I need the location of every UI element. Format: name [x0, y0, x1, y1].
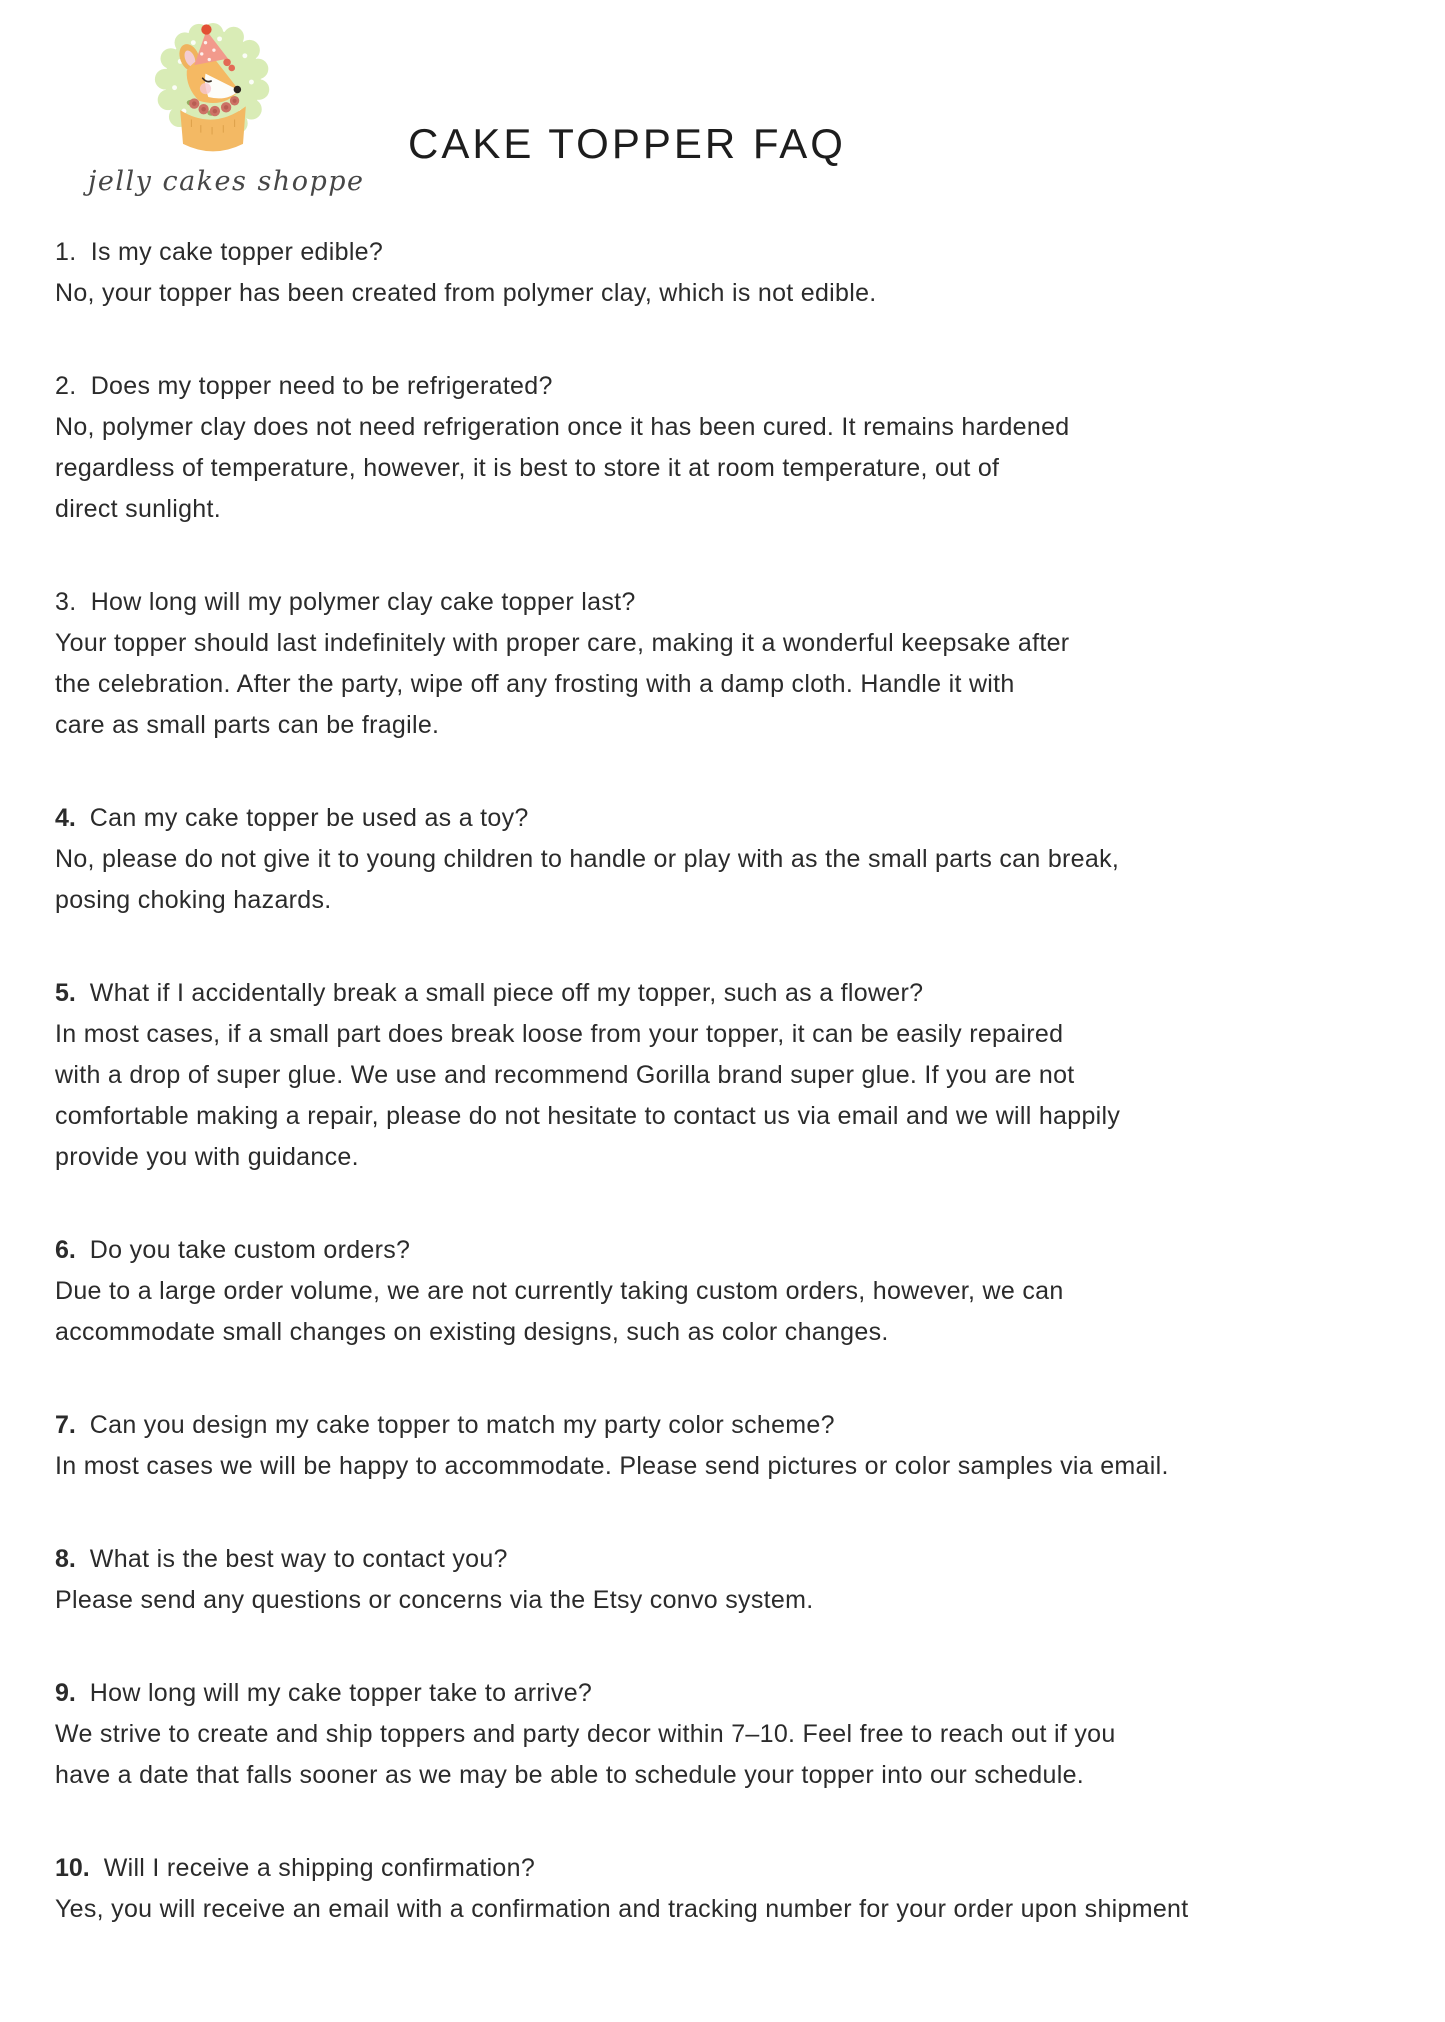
faq-question-number: 10. [55, 1854, 97, 1882]
faq-answer-line: posing choking hazards. [55, 886, 332, 914]
faq-question-text: What if I accidentally break a small piece off my topper, such as a flower? [89, 979, 924, 1007]
faq-answer-line: direct sunlight. [55, 495, 221, 523]
faq-item [55, 1230, 1405, 1353]
faq-answer [55, 1580, 1405, 1621]
faq-question [55, 798, 1405, 839]
faq-question [55, 232, 1405, 273]
fox-wreath-logo-icon [148, 22, 278, 172]
faq-question-text: Can you design my cake topper to match my party color scheme? [89, 1411, 835, 1439]
faq-answer [55, 407, 1405, 530]
faq-answer-line: No, polymer clay does not need refrigeration once it has been cured. It remains hardened [55, 413, 1070, 441]
faq-answer-line: the celebration. After the party, wipe off any frosting with a damp cloth. Handle it with [55, 670, 1015, 698]
faq-answer [55, 1014, 1405, 1178]
faq-question [55, 1230, 1405, 1271]
faq-list [0, 218, 1445, 2022]
faq-answer [55, 273, 1405, 314]
faq-question-text: What is the best way to contact you? [89, 1545, 508, 1573]
faq-question-number: 3. [55, 588, 84, 616]
faq-item [55, 1539, 1405, 1621]
faq-item [55, 582, 1405, 746]
faq-question [55, 973, 1405, 1014]
faq-answer-line: provide you with guidance. [55, 1143, 359, 1171]
faq-answer [55, 1889, 1405, 1930]
faq-question-number: 5. [55, 979, 83, 1007]
faq-answer [55, 623, 1405, 746]
faq-question-number: 6. [55, 1236, 83, 1264]
faq-question [55, 1405, 1405, 1446]
faq-answer-line: In most cases, if a small part does break loose from your topper, it can be easily repaired [55, 1020, 1064, 1048]
faq-question-text: Can my cake topper be used as a toy? [89, 804, 529, 832]
faq-answer-line: We strive to create and ship toppers and party decor within 7–10. Feel free to reach out if you [55, 1720, 1116, 1748]
faq-question-text: Do you take custom orders? [89, 1236, 411, 1264]
faq-answer-line: Your topper should last indefinitely with proper care, making it a wonderful keepsake after [55, 629, 1070, 657]
logo [88, 22, 365, 197]
faq-item [55, 798, 1405, 921]
faq-answer-line: Yes, you will receive an email with a confirmation and tracking number for your order upon shipment [55, 1895, 1189, 1923]
faq-answer [55, 1446, 1405, 1487]
faq-question [55, 582, 1405, 623]
faq-answer-line: accommodate small changes on existing designs, such as color changes. [55, 1318, 889, 1346]
faq-question-number: 8. [55, 1545, 83, 1573]
faq-answer-line: comfortable making a repair, please do not hesitate to contact us via email and we will happily [55, 1102, 1121, 1130]
faq-question-number: 2. [55, 372, 84, 400]
faq-answer-line: Please send any questions or concerns via the Etsy convo system. [55, 1586, 814, 1614]
faq-answer [55, 839, 1405, 921]
faq-item [55, 366, 1405, 530]
faq-question [55, 366, 1405, 407]
faq-question-text: How long will my cake topper take to arrive? [89, 1679, 593, 1707]
faq-question-text: Does my topper need to be refrigerated? [90, 372, 553, 400]
faq-item [55, 973, 1405, 1178]
faq-item [55, 1405, 1405, 1487]
faq-question [55, 1673, 1405, 1714]
faq-answer-line: regardless of temperature, however, it is best to store it at room temperature, out of [55, 454, 1000, 482]
faq-answer [55, 1271, 1405, 1353]
faq-question-number: 9. [55, 1679, 83, 1707]
faq-item [55, 232, 1405, 314]
faq-answer-line: Due to a large order volume, we are not currently taking custom orders, however, we can [55, 1277, 1064, 1305]
faq-question-text: Is my cake topper edible? [90, 238, 384, 266]
faq-question-text: Will I receive a shipping confirmation? [103, 1854, 536, 1882]
faq-question [55, 1539, 1405, 1580]
faq-answer-line: In most cases we will be happy to accommodate. Please send pictures or color samples via email. [55, 1452, 1169, 1480]
faq-answer [55, 1714, 1405, 1796]
faq-answer-line: No, please do not give it to young children to handle or play with as the small parts can break, [55, 845, 1120, 873]
faq-question-number: 7. [55, 1411, 83, 1439]
faq-question [55, 1848, 1405, 1889]
faq-answer-line: have a date that falls sooner as we may be able to schedule your topper into our schedule. [55, 1761, 1085, 1789]
faq-question-text: How long will my polymer clay cake topper last? [90, 588, 636, 616]
faq-item [55, 1673, 1405, 1796]
faq-question-number: 1. [55, 238, 84, 266]
faq-answer-line: with a drop of super glue. We use and recommend Gorilla brand super glue. If you are not [55, 1061, 1075, 1089]
header [0, 0, 1445, 218]
page-title: CAKE TOPPER FAQ [408, 120, 846, 167]
shop-name: jelly cakes shoppe [88, 166, 365, 197]
faq-answer-line: No, your topper has been created from polymer clay, which is not edible. [55, 279, 877, 307]
faq-question-number: 4. [55, 804, 83, 832]
faq-item [55, 1848, 1405, 1930]
faq-answer-line: care as small parts can be fragile. [55, 711, 440, 739]
